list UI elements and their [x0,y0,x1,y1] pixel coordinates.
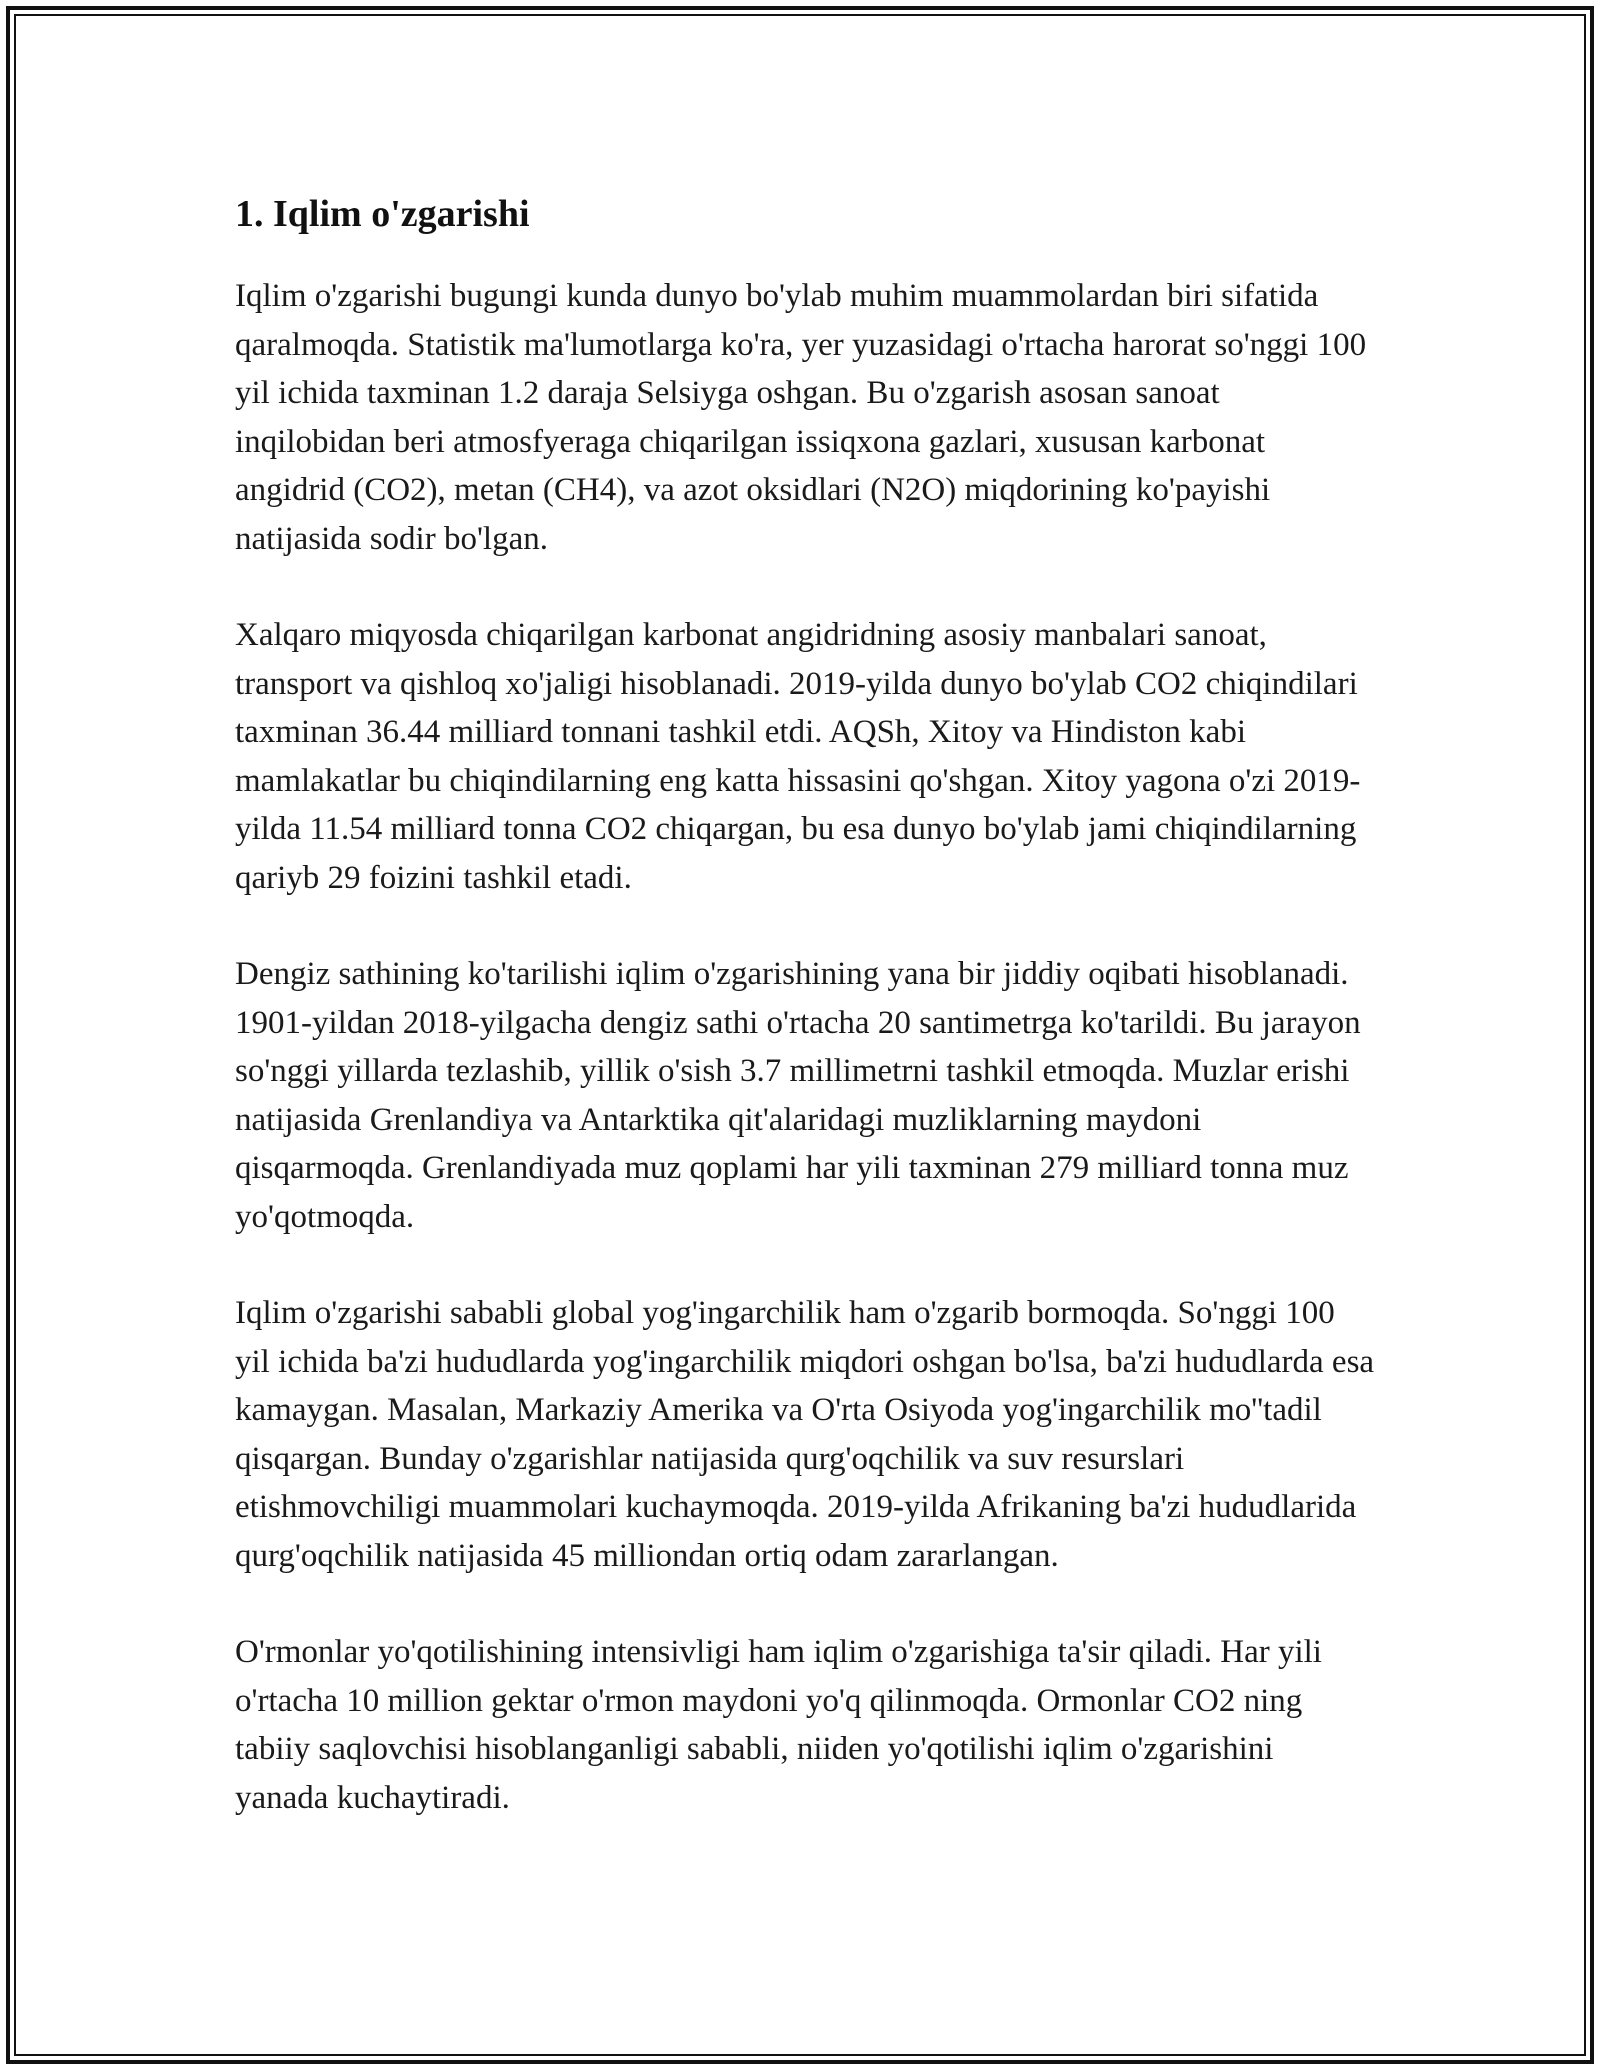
paragraph-co2-emissions: Xalqaro miqyosda chiqarilgan karbonat angidridning asosiy manbalari sanoat, transport va qishloq xo'jaligi hisoblanadi. 2019-yilda dunyo bo'ylab CO2 chiqindilari taxminan 36.44 milliard tonnani tashkil etdi. AQSh, Xitoy va Hindiston kabi mamlakatlar bu chiqindilarning eng katta hissasini qo'shgan. Xitoy yagona o'zi 2019-yilda 11.54 milliard tonna CO2 chiqargan, bu esa dunyo bo'ylab jami chiqindilarning qariyb 29 foizini tashkil etadi. [235,617,1361,896]
paragraph-sea-level: Dengiz sathining ko'tarilishi iqlim o'zgarishining yana bir jiddiy oqibati hisoblanadi. 1901-yildan 2018-yilgacha dengiz sathi o'rtacha 20 santimetrga ko'tarildi. Bu jarayon so'nggi yillarda tezlashib, yillik o'sish 3.7 millimetrni tashkil etmoqda. Muzlar erishi natijasida Grenlandiya va Antarktika qit'alaridagi muzliklarning maydoni qisqarmoqda. Grenlandiyada muz qoplami har yili taxminan 279 milliard tonna muz yo'qotmoqda. [235,956,1361,1235]
paragraph-precipitation: Iqlim o'zgarishi sababli global yog'ingarchilik ham o'zgarib bormoqda. So'nggi 100 yil ichida ba'zi hududlarda yog'ingarchilik miqdori oshgan bo'lsa, ba'zi hududlarda esa kamaygan. Masalan, Markaziy Amerika va O'rta Osiyoda yog'ingarchilik mo''tadil qisqargan. Bunday o'zgarishlar natijasida qurg'oqchilik va suv resurslari etishmovchiligi muammolari kuchaymoqda. 2019-yilda Afrikaning ba'zi hududlarida qurg'oqchilik natijasida 45 milliondan ortiq odam zararlangan. [235,1295,1375,1574]
paragraph-deforestation: O'rmonlar yo'qotilishining intensivligi ham iqlim o'zgarishiga ta'sir qiladi. Har yili o'rtacha 10 million gektar o'rmon maydoni yo'q qilinmoqda. Ormonlar CO2 ning tabiiy saqlovchisi hisoblanganligi sababli, niiden yo'qotilishi iqlim o'zgarishini yanada kuchaytiradi. [235,1634,1322,1816]
paragraph-climate-overview: Iqlim o'zgarishi bugungi kunda dunyo bo'ylab muhim muammolardan biri sifatida qaralmoqda. Statistik ma'lumotlarga ko'ra, yer yuzasidagi o'rtacha harorat so'nggi 100 yil ichida taxminan 1.2 daraja Selsiyga oshgan. Bu o'zgarish asosan sanoat inqilobidan beri atmosfyeraga chiqarilgan issiqxona gazlari, xususan karbonat angidrid (CO2), metan (CH4), va azot oksidlari (N2O) miqdorining ko'payishi natijasida sodir bo'lgan. [235,278,1367,557]
document-body [235,186,1375,1870]
section-heading: 1. Iqlim o'zgarishi [235,193,530,235]
